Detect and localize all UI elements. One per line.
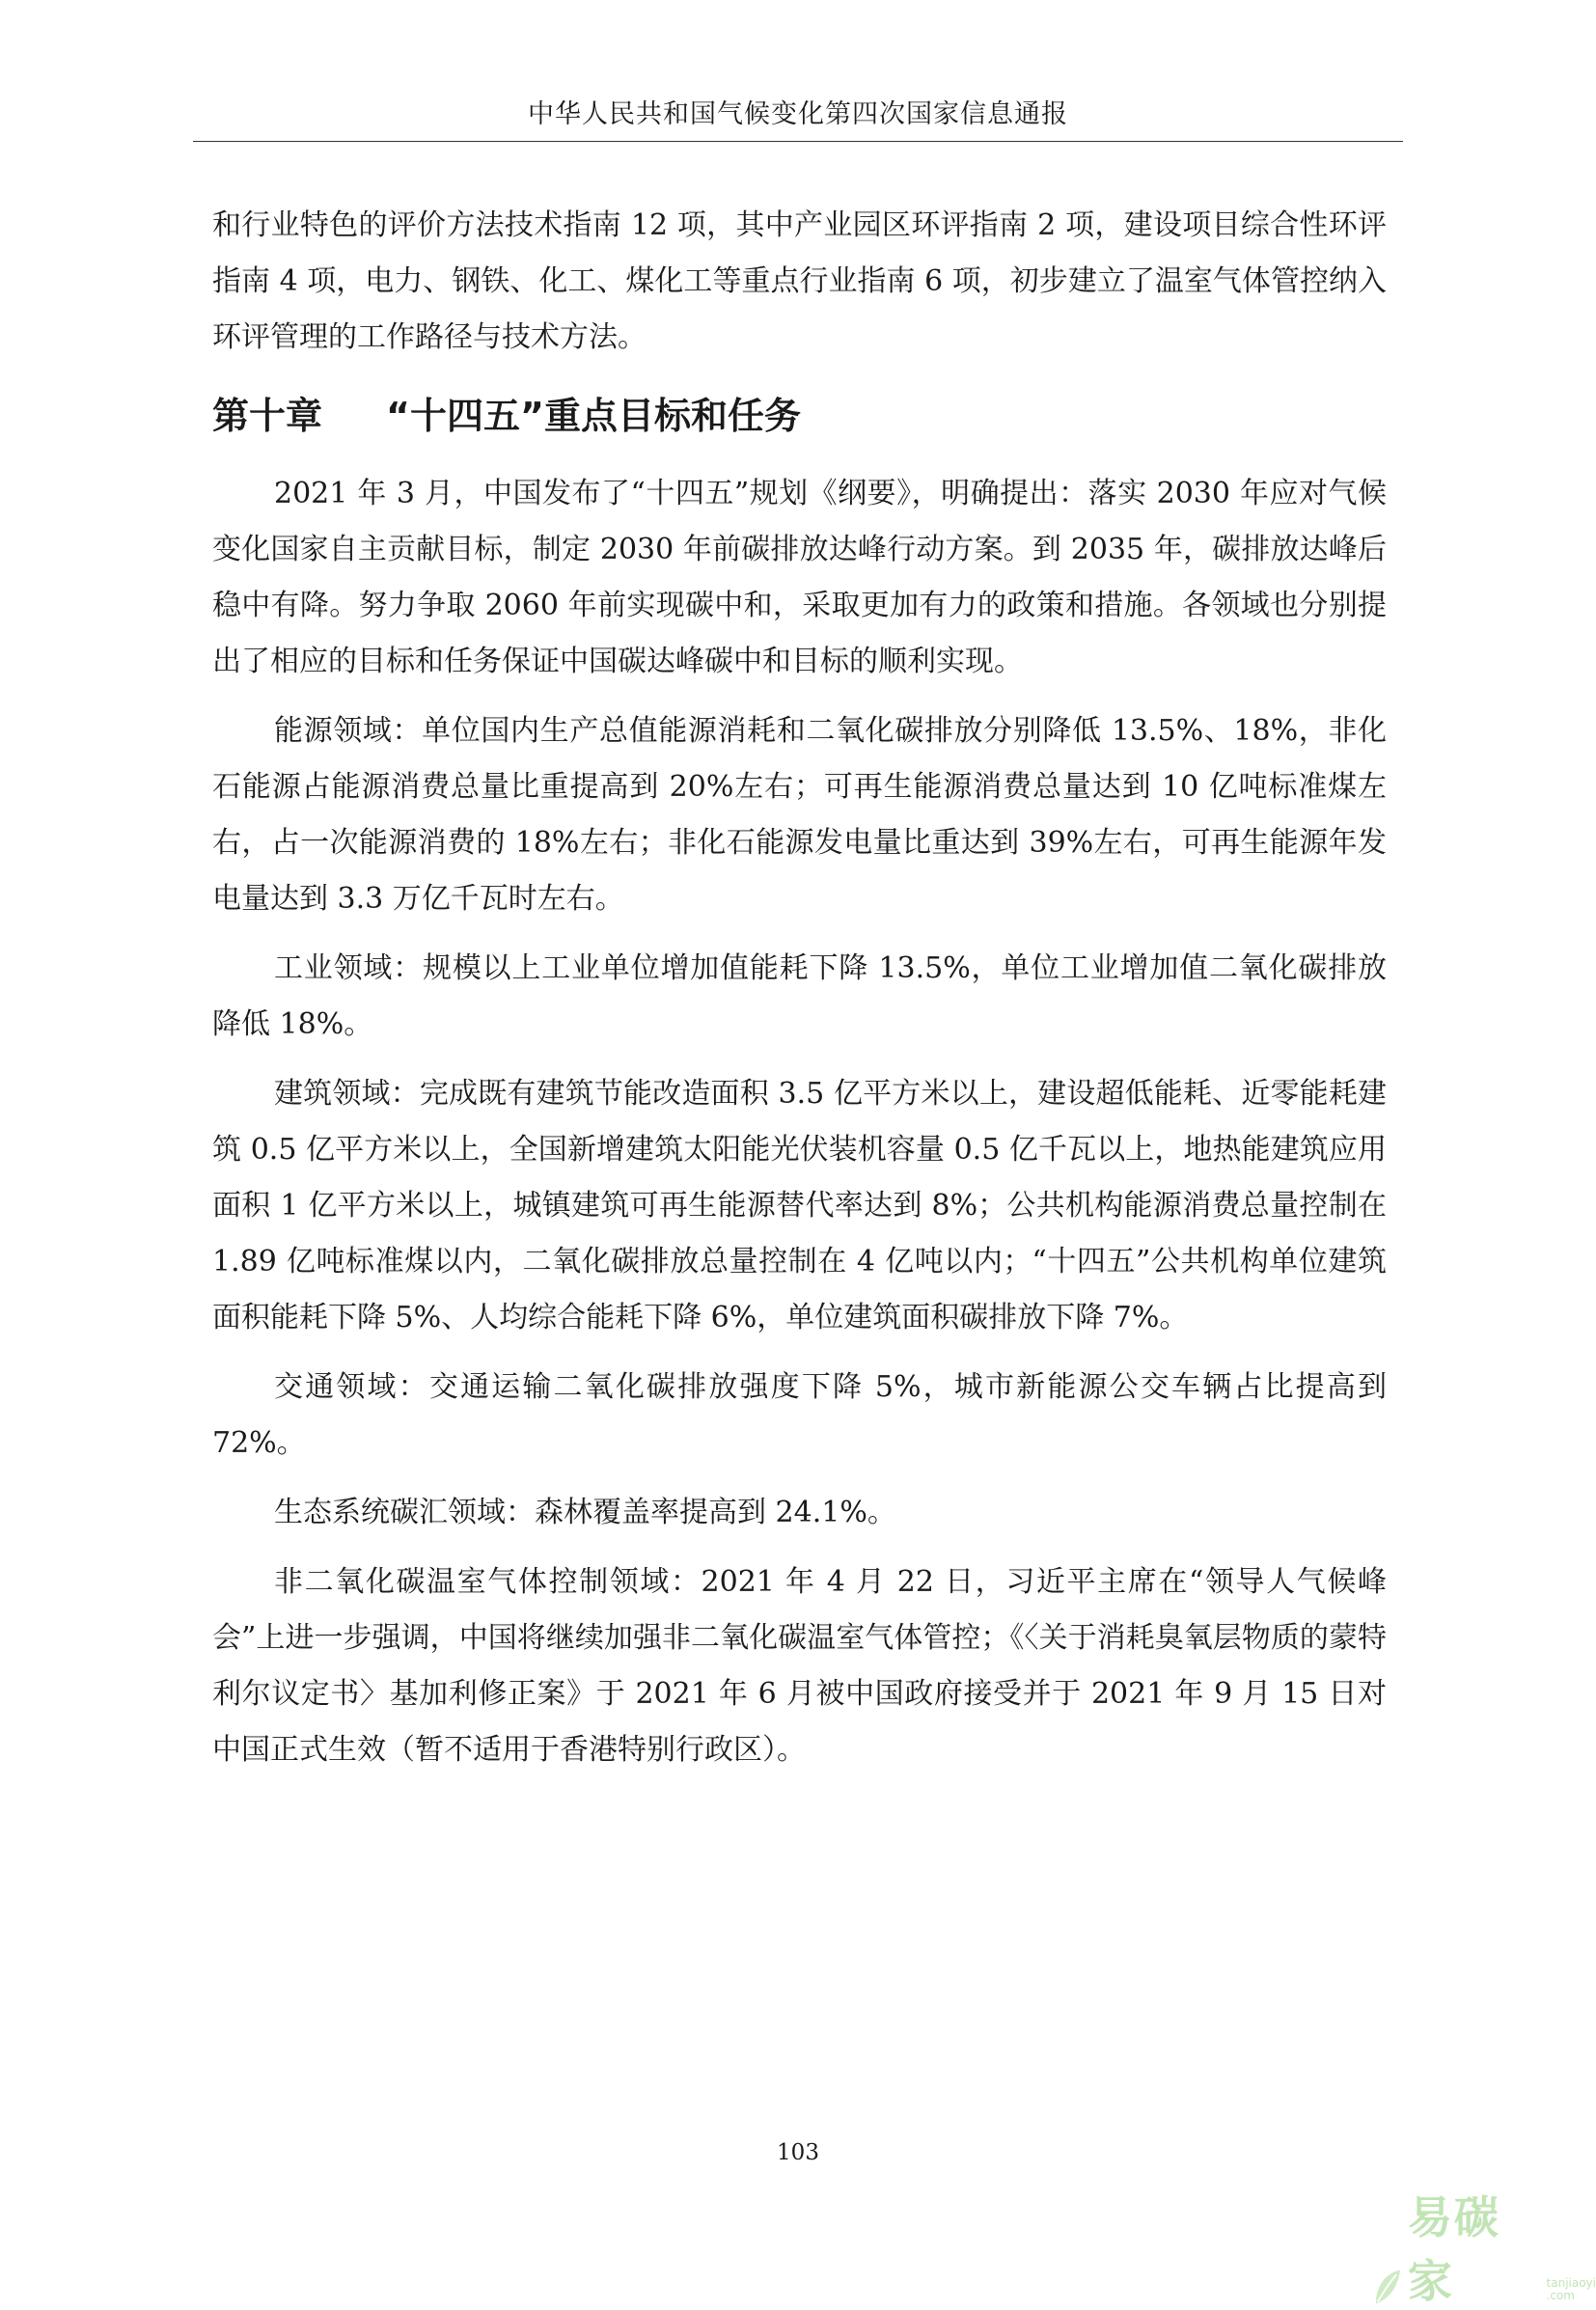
watermark-domain-line1: tanjiaoyi [1546,2276,1596,2290]
chapter-heading [212,387,1387,445]
paragraph-transport: 交通领域：交通运输二氧化碳排放强度下降 5%，城市新能源公交车辆占比提高到 72%。 [212,1370,1387,1460]
leaf-icon [1370,2266,1404,2310]
watermark-domain-line2: .com [1546,2289,1575,2302]
page-number: 103 [777,2140,819,2165]
watermark-logo [1370,2183,1596,2310]
chapter-title: “十四五”重点目标和任务 [386,395,801,437]
header-rule [193,141,1403,142]
paragraph-continued: 和行业特色的评价方法技术指南 12 项，其中产业园区环评指南 2 项，建设项目综合性环评指南 4 项，电力、钢铁、化工、煤化工等重点行业指南 6 项，初步建立了温室气体管控纳入环评管理的工作路径与技术方法。 [212,208,1387,354]
page-body [212,198,1387,1792]
paragraph-intro: 2021 年 3 月，中国发布了“十四五”规划《纲要》，明确提出：落实 2030 年应对气候变化国家自主贡献目标，制定 2030 年前碳排放达峰行动方案。到 2035 年，碳排放达峰后稳中有降。努力争取 2060 年前实现碳中和，采取更加有力的政策和措施。各领域也分别提出了相应的目标和任务保证中国碳达峰碳中和目标的顺利实现。 [212,477,1387,678]
watermark-text: 易碳家 [1407,2191,1500,2307]
running-header: 中华人民共和国气候变化第四次国家信息通报 [528,99,1068,129]
paragraph-industry: 工业领域：规模以上工业单位增加值能耗下降 13.5%，单位工业增加值二氧化碳排放降低 18%。 [212,951,1387,1041]
paragraph-carbon-sink: 生态系统碳汇领域：森林覆盖率提高到 24.1%。 [274,1496,896,1529]
paragraph-building: 建筑领域：完成既有建筑节能改造面积 3.5 亿平方米以上，建设超低能耗、近零能耗建筑 0.5 亿平方米以上，全国新增建筑太阳能光伏装机容量 0.5 亿千瓦以上，地热能建筑应用面积 1 亿平方米以上，城镇建筑可再生能源替代率达到 8%；公共机构能源消费总量控制在 1.89 亿吨标准煤以内，二氧化碳排放总量控制在 4 亿吨以内；“十四五”公共机构单位建筑面积能耗下降 5%、人均综合能耗下降 6%，单位建筑面积碳排放下降 7%。 [212,1077,1387,1334]
chapter-number: 第十章 [212,395,323,437]
watermark-domain [1547,2277,1596,2302]
paragraph-energy: 能源领域：单位国内生产总值能源消耗和二氧化碳排放分别降低 13.5%、18%，非化石能源占能源消费总量比重提高到 20%左右；可再生能源消费总量达到 10 亿吨标准煤左右，占一次能源消费的 18%左右；非化石能源发电量比重达到 39%左右，可再生能源年发电量达到 3.3 万亿千瓦时左右。 [212,714,1387,916]
paragraph-non-co2: 非二氧化碳温室气体控制领域：2021 年 4 月 22 日，习近平主席在“领导人气候峰会”上进一步强调，中国将继续加强非二氧化碳温室气体管控；《〈关于消耗臭氧层物质的蒙特利尔议定书〉基加利修正案》于 2021 年 6 月被中国政府接受并于 2021 年 9 月 15 日对中国正式生效（暂不适用于香港特别行政区）。 [212,1565,1387,1767]
